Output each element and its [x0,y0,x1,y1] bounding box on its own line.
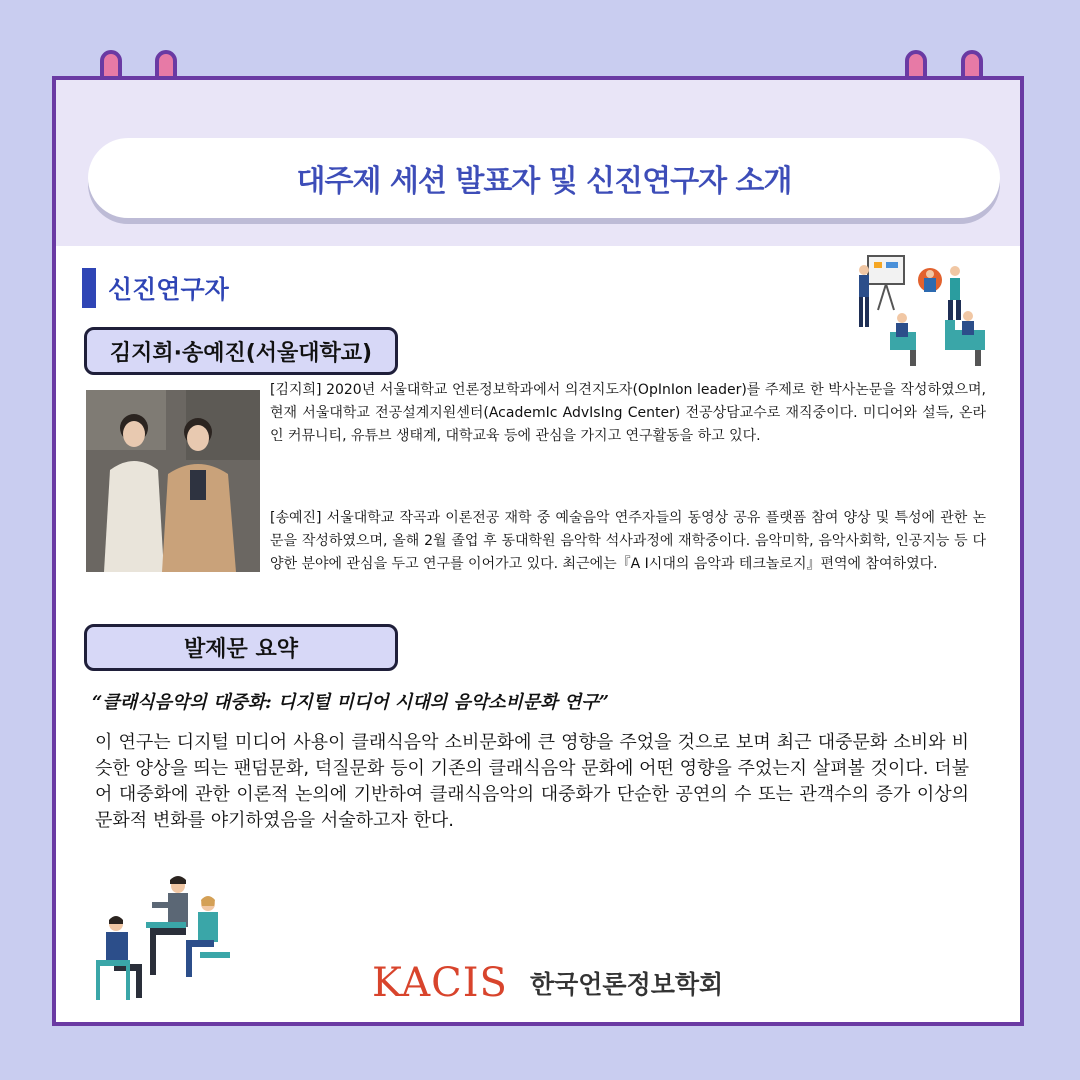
paper-title: “클래식음악의 대중화: 디지털 미디어 시대의 음악소비문화 연구” [92,692,610,713]
page-title: 대주제 세션 발표자 및 신진연구자 소개 [296,164,792,199]
summary-label: 발제문 요약 [84,624,398,671]
section-title: 신진연구자 [108,275,229,304]
section-heading [82,268,229,308]
title-banner [88,138,1000,218]
discussion-icon [90,872,240,1012]
logo-mark: KACIS [372,960,508,1006]
bio-song: [송예진] 서울대학교 작곡과 이론전공 재학 중 예술음악 연주자들의 동영상 공유 플랫폼 참여 양상 및 특성에 관한 논문을 작성하였으며, 올해 2월 졸업 후 동대학원 음악학 석사과정에 재학중이다. 음악미학, 음악사회학, 인공지능 등 다양한 분야에 관심을 두고 연구를 이어가고 있다. 최근에는『A I시대의 음악과 테크놀로지』편역에 참여하였다. [270,510,986,572]
kacis-logo [372,960,723,1006]
researchers-photo [86,390,260,572]
team-meeting-icon [850,250,1000,370]
org-name: 한국언론정보학회 [529,970,724,999]
card-header-area [56,80,1020,246]
bio-kim: [김지희] 2020년 서울대학교 언론정보학과에서 의견지도자(OpInIon leader)를 주제로 한 박사논문을 작성하였으며, 현재 서울대학교 전공설계지원센터(AcademIc AdvIsIng Center) 전공상담교수로 재직중이다. 미디어와 설득, 온라인 커뮤니티, 유튜브 생태계, 대학교육 등에 관심을 가지고 연구활동을 하고 있다. [270,382,986,444]
researchers-label: 김지희·송예진(서울대학교) [84,327,398,375]
summary-text: 이 연구는 디지털 미디어 사용이 클래식음악 소비문화에 큰 영향을 주었을 것으로 보며 최근 대중문화 소비와 비슷한 양상을 띄는 팬덤문화, 덕질문화 등이 기존의 클래식음악 문화에 어떤 영향을 주었는지 살펴볼 것이다. 더불어 대중화에 관한 이론적 논의에 기반하여 클래식음악의 대중화가 단순한 공연의 수 또는 관객수의 증가 이상의 문화적 변화를 야기하였음을 서술하고자 한다. [95,732,970,831]
section-accent-bar [82,268,96,308]
